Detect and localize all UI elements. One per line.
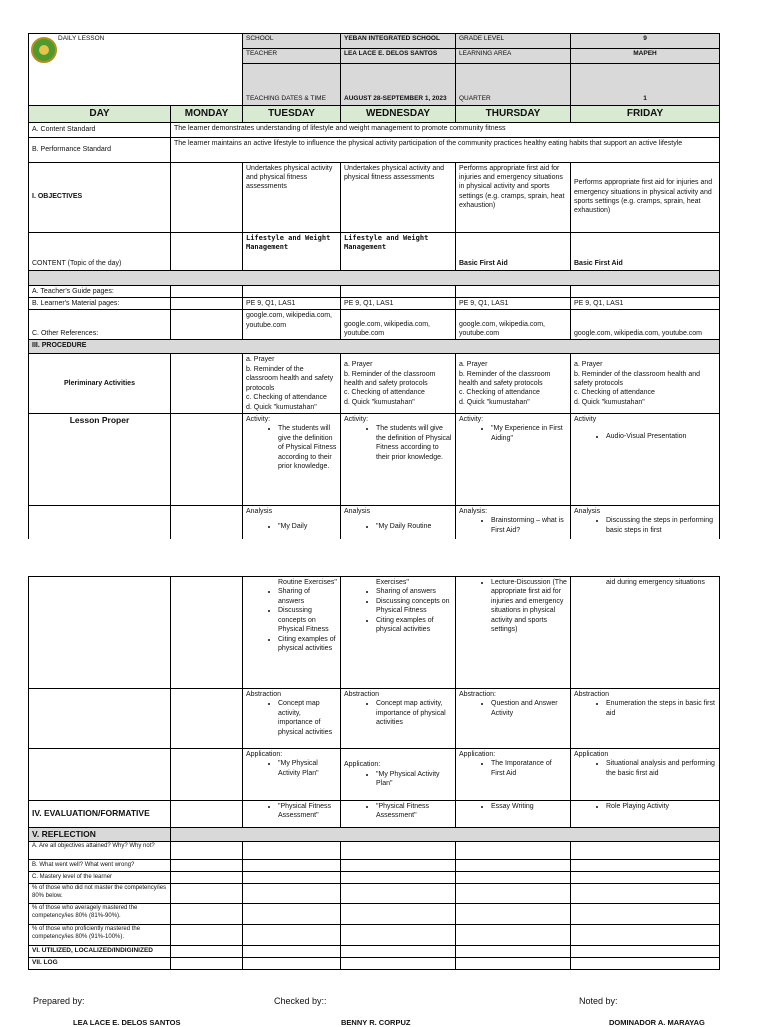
abstraction-label: Abstraction <box>574 691 610 698</box>
eval-wednesday <box>341 801 456 828</box>
quarter-label: QUARTER <box>456 64 571 106</box>
ref-wednesday: google.com, wikipedia.com, youtube.com <box>341 310 456 340</box>
abstraction-tuesday <box>243 689 341 749</box>
objectives-monday <box>171 162 243 232</box>
grade-value: 9 <box>571 34 720 49</box>
content-thursday: Basic First Aid <box>456 232 571 270</box>
content-wednesday: Lifestyle and Weight Management <box>341 232 456 270</box>
application-item: • "My Physical Activity Plan" <box>278 759 337 778</box>
analysis-item: • Brainstorming – what is First Aid? <box>491 516 567 535</box>
evaluation-label: IV. EVALUATION/FORMATIVE <box>29 801 171 828</box>
rf-wed <box>341 925 456 946</box>
activity-label: Activity: <box>246 416 271 423</box>
reflection-c: C. Mastery level of the learner <box>29 872 171 884</box>
rf-fri <box>571 925 720 946</box>
reflection-label: V. REFLECTION <box>29 828 171 842</box>
analysis-item: • Citing examples of physical activities <box>376 616 452 635</box>
cont-wednesday <box>341 577 456 689</box>
tg-thursday <box>456 285 571 297</box>
analysis-item: • Discussing the steps in performing basic steps in first <box>606 516 716 535</box>
ut-thu <box>456 946 571 958</box>
abstraction-label: Abstraction <box>246 691 282 698</box>
lm-friday: PE 9, Q1, LAS1 <box>571 297 720 309</box>
checked-by-name: BENNY R. CORPUZ <box>341 1018 411 1027</box>
cont-thursday <box>456 577 571 689</box>
prelim-attendance: c. Checking of attendance <box>574 389 655 397</box>
lesson-proper-label: Lesson Proper <box>29 414 171 506</box>
rc-wed <box>341 872 456 884</box>
application-monday <box>171 749 243 801</box>
analysis-wednesday <box>341 506 456 539</box>
dates-value: AUGUST 28-SEPTEMBER 1, 2023 <box>341 64 456 106</box>
teacher-label: TEACHER <box>243 49 341 64</box>
reflection-a: A. Are all objectives attained? Why? Why not? <box>29 842 171 860</box>
application-item: • "My Physical Activity Plan" <box>376 770 452 789</box>
reflection-d: % of those who did not master the competency/ies 80% below. <box>29 884 171 904</box>
analysis-continued: Exercises" <box>376 579 409 586</box>
grade-label: GRADE LEVEL <box>456 34 571 49</box>
performance-standard-label: B. Performance Standard <box>29 137 171 162</box>
application-label: Application <box>574 751 609 758</box>
prelim-kumustahan: d. Quick "kumustahan" <box>459 398 530 406</box>
content-tuesday: Lifestyle and Weight Management <box>243 232 341 270</box>
log-label: VII. LOG <box>29 958 171 970</box>
ut-mon <box>171 946 243 958</box>
prelim-tuesday <box>243 354 341 414</box>
tg-tuesday <box>243 285 341 297</box>
activity-label: Activity: <box>459 416 484 423</box>
prepared-by-label: Prepared by: <box>33 996 85 1006</box>
analysis-continued: Routine Exercises" <box>278 579 337 586</box>
ra-wed <box>341 842 456 860</box>
preliminary-label: Pleriminary Activities <box>29 354 171 414</box>
title-line-2 <box>32 44 239 53</box>
utilized-label: VI. UTILIZED, LOCALIZED/INDIGINIZED <box>29 946 171 958</box>
analysis-friday <box>571 506 720 539</box>
analysis-label: Analysis <box>246 508 273 515</box>
prelim-prayer: a. Prayer <box>574 361 603 369</box>
prepared-by-name: LEA LACE E. DELOS SANTOS <box>73 1018 181 1027</box>
abstraction-item: • Enumeration the steps in basic first aid <box>606 699 716 718</box>
rd-mon <box>171 884 243 904</box>
activity-friday <box>571 414 720 506</box>
abstraction-monday <box>171 689 243 749</box>
procedure-label: III. PROCEDURE <box>29 340 720 354</box>
content-standard-text: The learner demonstrates understanding of lifestyle and weight management to promote community fitness <box>171 122 720 137</box>
activity-thursday <box>456 414 571 506</box>
abstraction-label: Abstraction: <box>459 691 496 698</box>
log-tue <box>243 958 341 970</box>
ut-wed <box>341 946 456 958</box>
prelim-kumustahan: d. Quick "kumustahan" <box>344 398 415 406</box>
analysis-item: • "My Daily <box>278 522 337 531</box>
thursday-header: THURSDAY <box>456 106 571 123</box>
ref-friday: google.com, wikipedia.com, youtube.com <box>571 310 720 340</box>
lesson-log-table-page1 <box>28 33 720 539</box>
title-line-1: DAILY LESSON <box>58 35 105 42</box>
abstraction-wednesday <box>341 689 456 749</box>
learning-resources-bar <box>29 270 720 285</box>
objectives-friday: Performs appropriate first aid for injuries and emergency situations in physical activity and sports settings (e.g. cramps, sprain, heat exhaustion) <box>571 162 720 232</box>
document-title <box>29 34 243 106</box>
activity-label: Activity <box>574 416 597 423</box>
rf-mon <box>171 925 243 946</box>
prelim-reminder: b. Reminder of the classroom health and safety protocols <box>246 365 334 392</box>
rb-tue <box>243 860 341 872</box>
wednesday-header: WEDNESDAY <box>341 106 456 123</box>
reflection-f: % of those who proficiently mastered the competency/ies 80% (91%-100%). <box>29 925 171 946</box>
activity-item: • The students will give the definition of Physical Fitness according to their prior knowledge. <box>376 424 452 462</box>
ra-fri <box>571 842 720 860</box>
prelim-monday <box>171 354 243 414</box>
analysis-item: • Citing examples of physical activities <box>278 635 337 654</box>
rd-thu <box>456 884 571 904</box>
prelim-reminder: b. Reminder of the classroom health and safety protocols <box>344 370 436 387</box>
noted-by-label: Noted by: <box>579 996 618 1006</box>
rf-tue <box>243 925 341 946</box>
lm-wednesday: PE 9, Q1, LAS1 <box>341 297 456 309</box>
abstraction-item: • Question and Answer Activity <box>491 699 567 718</box>
tg-friday <box>571 285 720 297</box>
objectives-thursday: Performs appropriate first aid for injuries and emergency situations in physical activity and sports settings (e.g. cramps, sprain, heat exhaustion) <box>456 162 571 232</box>
lm-thursday: PE 9, Q1, LAS1 <box>456 297 571 309</box>
prelim-friday <box>571 354 720 414</box>
prelim-kumustahan: d. Quick "kumustahan" <box>246 403 317 411</box>
other-references-label: C. Other References: <box>29 310 171 340</box>
prelim-prayer: a. Prayer <box>246 356 275 364</box>
reflection-bar <box>171 828 720 842</box>
analysis-item: • Sharing of answers <box>278 587 337 606</box>
rc-mon <box>171 872 243 884</box>
ut-tue <box>243 946 341 958</box>
cont-label-cell <box>29 577 171 689</box>
abstraction-friday <box>571 689 720 749</box>
analysis-monday <box>171 506 243 539</box>
prelim-reminder: b. Reminder of the classroom health and safety protocols <box>574 370 701 387</box>
abstraction-label-cell <box>29 689 171 749</box>
application-friday <box>571 749 720 801</box>
analysis-item: • Discussing concepts on Physical Fitness <box>278 606 337 634</box>
prelim-wednesday <box>341 354 456 414</box>
teacher-value: LEA LACE E. DELOS SANTOS <box>341 49 456 64</box>
rf-thu <box>456 925 571 946</box>
lm-monday <box>171 297 243 309</box>
cont-monday <box>171 577 243 689</box>
log-thu <box>456 958 571 970</box>
activity-tuesday <box>243 414 341 506</box>
objectives-wednesday: Undertakes physical activity and physical fitness assessments <box>341 162 456 232</box>
analysis-label-cell <box>29 506 171 539</box>
analysis-item: • Discussing concepts on Physical Fitness <box>376 597 452 616</box>
application-item: • The Imporatance of First Aid <box>491 759 567 778</box>
rc-fri <box>571 872 720 884</box>
abstraction-item: • Concept map activity, importance of physical activities <box>278 699 337 737</box>
eval-friday <box>571 801 720 828</box>
ref-thursday: google.com, wikipedia.com, youtube.com <box>456 310 571 340</box>
lesson-log-table-page2 <box>28 576 720 970</box>
re-thu <box>456 904 571 925</box>
log-wed <box>341 958 456 970</box>
objectives-label: I. OBJECTIVES <box>29 162 171 232</box>
prelim-attendance: c. Checking of attendance <box>344 389 425 397</box>
tg-wednesday <box>341 285 456 297</box>
application-label-cell <box>29 749 171 801</box>
application-wednesday <box>341 749 456 801</box>
evaluation-item: • Role Playing Activity <box>606 802 716 811</box>
performance-standard-text: The learner maintains an active lifestyle to influence the physical activity participation of the community practices healthy eating habits that support an active lifestyle <box>171 137 720 162</box>
activity-wednesday <box>341 414 456 506</box>
reflection-e: % of those who averagely mastered the competency/ies 80% (81%-90%). <box>29 904 171 925</box>
content-monday <box>171 232 243 270</box>
eval-tuesday <box>243 801 341 828</box>
re-tue <box>243 904 341 925</box>
school-label: SCHOOL <box>243 34 341 49</box>
content-standard-label: A. Content Standard <box>29 122 171 137</box>
re-fri <box>571 904 720 925</box>
eval-monday <box>171 801 243 828</box>
prelim-prayer: a. Prayer <box>344 361 373 369</box>
application-label: Application: <box>459 751 496 758</box>
rc-tue <box>243 872 341 884</box>
rb-wed <box>341 860 456 872</box>
prelim-attendance: c. Checking of attendance <box>459 389 540 397</box>
abstraction-item: • Concept map activity, importance of physical activities <box>376 699 452 727</box>
re-wed <box>341 904 456 925</box>
quarter-value: 1 <box>571 64 720 106</box>
cont-tuesday <box>243 577 341 689</box>
prelim-prayer: a. Prayer <box>459 361 488 369</box>
ra-tue <box>243 842 341 860</box>
ref-tuesday: google.com, wikipedia.com, youtube.com <box>243 310 341 340</box>
analysis-item: • Sharing of answers <box>376 587 452 596</box>
eval-thursday <box>456 801 571 828</box>
activity-item: • The students will give the definition of Physical Fitness according to their prior knowledge. <box>278 424 337 471</box>
ra-thu <box>456 842 571 860</box>
objectives-tuesday: Undertakes physical activity and physical fitness assessments <box>243 162 341 232</box>
analysis-continued: aid during emergency situations <box>606 579 705 586</box>
re-mon <box>171 904 243 925</box>
rb-thu <box>456 860 571 872</box>
analysis-label: Analysis: <box>459 508 488 515</box>
teachers-guide-label: A. Teacher's Guide pages: <box>29 285 171 297</box>
learners-material-label: B. Learner's Material pages: <box>29 297 171 309</box>
rc-thu <box>456 872 571 884</box>
application-tuesday <box>243 749 341 801</box>
prelim-thursday <box>456 354 571 414</box>
rd-wed <box>341 884 456 904</box>
prelim-kumustahan: d. Quick "kumustahan" <box>574 398 645 406</box>
prelim-reminder: b. Reminder of the classroom health and safety protocols <box>459 370 551 387</box>
cont-friday <box>571 577 720 689</box>
ra-mon <box>171 842 243 860</box>
ref-monday <box>171 310 243 340</box>
prelim-attendance: c. Checking of attendance <box>246 394 327 402</box>
evaluation-item: • Essay Writing <box>491 802 567 811</box>
rd-fri <box>571 884 720 904</box>
rb-fri <box>571 860 720 872</box>
evaluation-item: • "Physical Fitness Assessment" <box>376 802 452 821</box>
activity-item: • "My Experience in First Aiding" <box>491 424 567 443</box>
area-label: LEARNING AREA <box>456 49 571 64</box>
activity-monday <box>171 414 243 506</box>
application-label: Application: <box>246 751 283 758</box>
analysis-thursday <box>456 506 571 539</box>
monday-header: MONDAY <box>171 106 243 123</box>
analysis-item: • "My Daily Routine <box>376 522 452 531</box>
activity-item: • Audio-Visual Presentation <box>606 432 716 441</box>
application-item: • Situational analysis and performing the basic first aid <box>606 759 716 778</box>
log-fri <box>571 958 720 970</box>
area-value: MAPEH <box>571 49 720 64</box>
abstraction-thursday <box>456 689 571 749</box>
school-logo-icon <box>31 37 57 63</box>
checked-by-label: Checked by:: <box>274 996 327 1006</box>
activity-label: Activity: <box>344 416 369 423</box>
abstraction-label: Abstraction <box>344 691 380 698</box>
tuesday-header: TUESDAY <box>243 106 341 123</box>
content-friday: Basic First Aid <box>571 232 720 270</box>
analysis-label: Analysis <box>574 508 601 515</box>
analysis-label: Analysis <box>344 508 371 515</box>
log-mon <box>171 958 243 970</box>
tg-monday <box>171 285 243 297</box>
rb-mon <box>171 860 243 872</box>
ut-fri <box>571 946 720 958</box>
evaluation-item: • "Physical Fitness Assessment" <box>278 802 337 821</box>
dates-label: TEACHING DATES & TIME <box>243 64 341 106</box>
rd-tue <box>243 884 341 904</box>
application-thursday <box>456 749 571 801</box>
analysis-tuesday <box>243 506 341 539</box>
reflection-b: B. What went well? What went wrong? <box>29 860 171 872</box>
application-label: Application: <box>344 761 381 769</box>
noted-by-name: DOMINADOR A. MARAYAG <box>609 1018 705 1027</box>
friday-header: FRIDAY <box>571 106 720 123</box>
school-value: YEBAN INTEGRATED SCHOOL <box>341 34 456 49</box>
content-topic-label: CONTENT (Topic of the day) <box>29 232 171 270</box>
lm-tuesday: PE 9, Q1, LAS1 <box>243 297 341 309</box>
day-header: DAY <box>29 106 171 123</box>
analysis-item: • Lecture-Discussion (The appropriate first aid for injuries and emergency situations in physical activity and sports settings) <box>491 578 567 635</box>
